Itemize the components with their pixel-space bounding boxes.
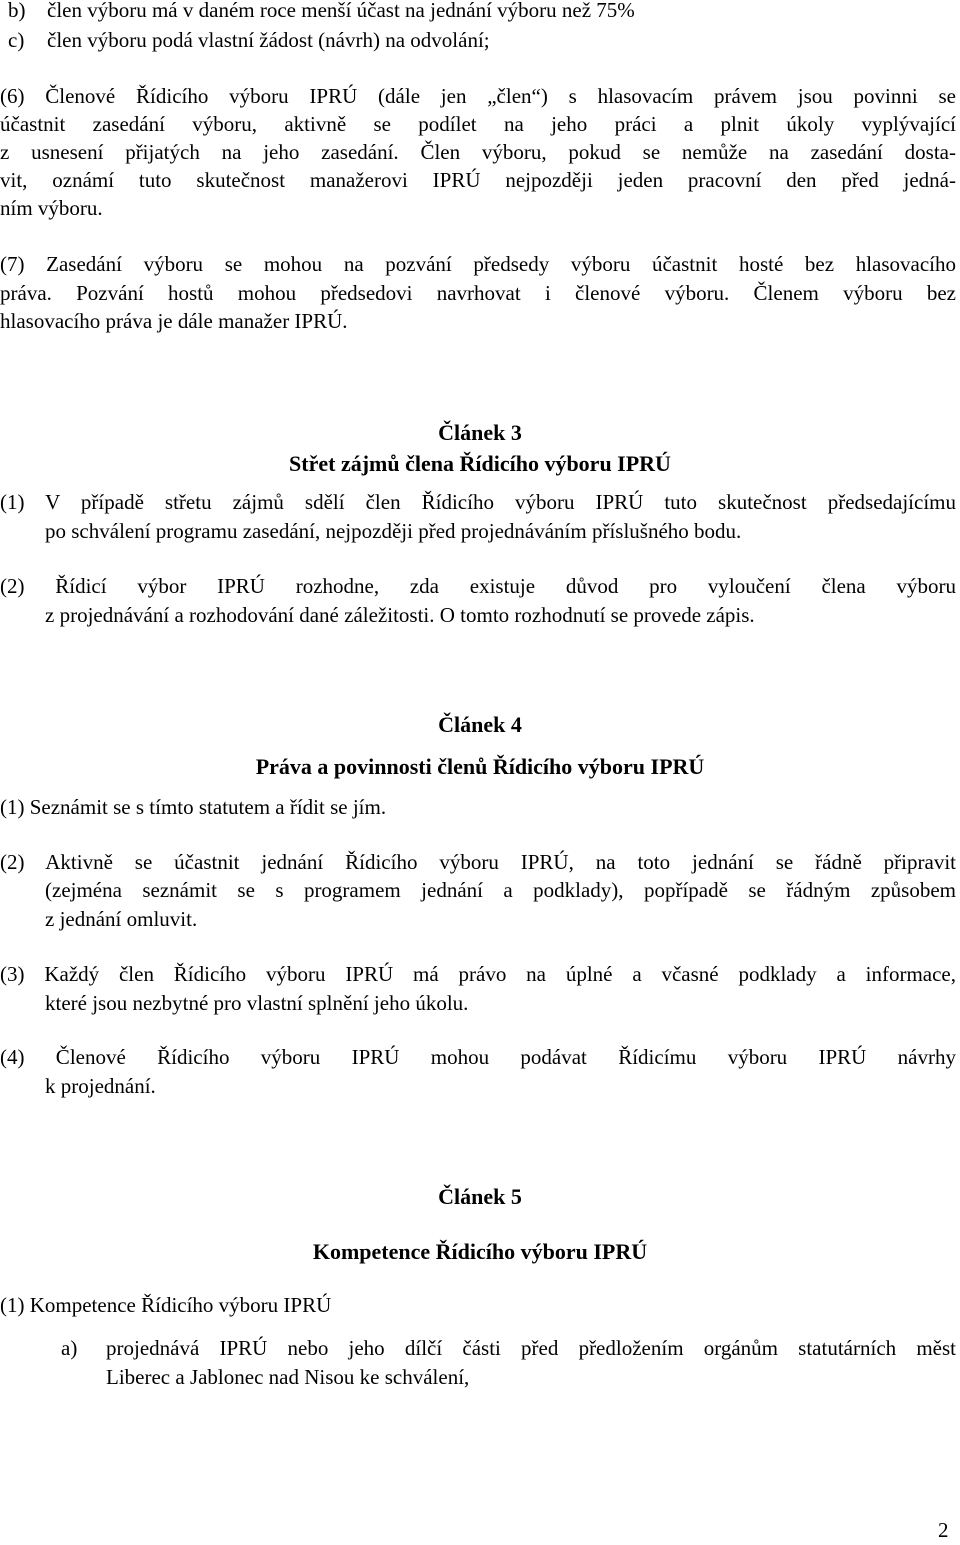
article-4-paragraph-2-line-3: z jednání omluvit. bbox=[45, 907, 198, 931]
article-4-paragraph-4-line-2: k projednání. bbox=[45, 1074, 156, 1098]
article-5-paragraph-1: (1) Kompetence Řídicího výboru IPRÚ bbox=[0, 1293, 332, 1317]
paragraph-7-line-2: práva. Pozvání hostů mohou předsedovi navrhovat i členové výboru. Členem výboru bez bbox=[0, 281, 956, 305]
paragraph-6-line-4: vit, oznámí tuto skutečnost manažerovi IPRÚ nejpozději jeden pracovní den před jedná- bbox=[0, 168, 956, 192]
paragraph-7-line-1: (7) Zasedání výboru se mohou na pozvání předsedy výboru účastnit hosté bez hlasovacího bbox=[0, 252, 956, 276]
article-3-number: Článek 3 bbox=[438, 420, 522, 445]
page-number: 2 bbox=[938, 1518, 949, 1542]
list-item-b: člen výboru má v daném roce menší účast na jednání výboru než 75% bbox=[47, 0, 635, 22]
article-5-item-a-line-2: Liberec a Jablonec nad Nisou ke schválení, bbox=[106, 1365, 470, 1389]
list-item-c: člen výboru podá vlastní žádost (návrh) na odvolání; bbox=[47, 28, 490, 52]
article-4-paragraph-4-line-1: (4) Členové Řídicího výboru IPRÚ mohou podávat Řídicímu výboru IPRÚ návrhy bbox=[0, 1045, 956, 1069]
article-4-number: Článek 4 bbox=[438, 712, 522, 737]
paragraph-6-line-1: (6) Členové Řídicího výboru IPRÚ (dále jen „člen“) s hlasovacím právem jsou povinni se bbox=[0, 84, 956, 108]
list-label-a: a) bbox=[61, 1336, 78, 1360]
article-3-title: Střet zájmů člena Řídicího výboru IPRÚ bbox=[289, 451, 671, 476]
article-5-item-a-line-1: projednává IPRÚ nebo jeho dílčí části před předložením orgánům statutárních měst bbox=[106, 1336, 956, 1360]
list-label-b: b) bbox=[8, 0, 26, 22]
article-3-paragraph-2-line-1: (2) Řídicí výbor IPRÚ rozhodne, zda existuje důvod pro vyloučení člena výboru bbox=[0, 574, 956, 598]
article-3-paragraph-2-line-2: z projednávání a rozhodování dané záležitosti. O tomto rozhodnutí se provede zápis. bbox=[45, 603, 755, 627]
paragraph-6-line-2: účastnit zasedání výboru, aktivně se podílet na jeho práci a plnit úkoly vyplývající bbox=[0, 112, 956, 136]
article-3-paragraph-1-line-1: (1) V případě střetu zájmů sdělí člen Řídicího výboru IPRÚ tuto skutečnost předsedajícímu bbox=[0, 490, 956, 514]
article-4-paragraph-2-line-1: (2) Aktivně se účastnit jednání Řídicího výboru IPRÚ, na toto jednání se řádně připravit bbox=[0, 850, 956, 874]
article-4-paragraph-2-line-2: (zejména seznámit se s programem jednání a podklady), popřípadě se řádným způsobem bbox=[45, 878, 956, 902]
article-3-paragraph-1-line-2: po schválení programu zasedání, nejpozději před projednáváním příslušného bodu. bbox=[45, 519, 742, 543]
article-4-paragraph-1: (1) Seznámit se s tímto statutem a řídit se jím. bbox=[0, 795, 387, 819]
article-4-paragraph-3-line-1: (3) Každý člen Řídicího výboru IPRÚ má právo na úplné a včasné podklady a informace, bbox=[0, 962, 956, 986]
paragraph-6-line-5: ním výboru. bbox=[0, 196, 103, 220]
article-4-paragraph-3-line-2: které jsou nezbytné pro vlastní splnění jeho úkolu. bbox=[45, 991, 469, 1015]
article-4-title: Práva a povinnosti členů Řídicího výboru IPRÚ bbox=[255, 754, 705, 779]
list-label-c: c) bbox=[8, 28, 25, 52]
article-5-number: Článek 5 bbox=[438, 1184, 522, 1209]
paragraph-6-line-3: z usnesení přijatých na jeho zasedání. Člen výboru, pokud se nemůže na zasedání dosta- bbox=[0, 140, 956, 164]
paragraph-7-line-3: hlasovacího práva je dále manažer IPRÚ. bbox=[0, 309, 348, 333]
article-5-title: Kompetence Řídicího výboru IPRÚ bbox=[312, 1239, 648, 1264]
